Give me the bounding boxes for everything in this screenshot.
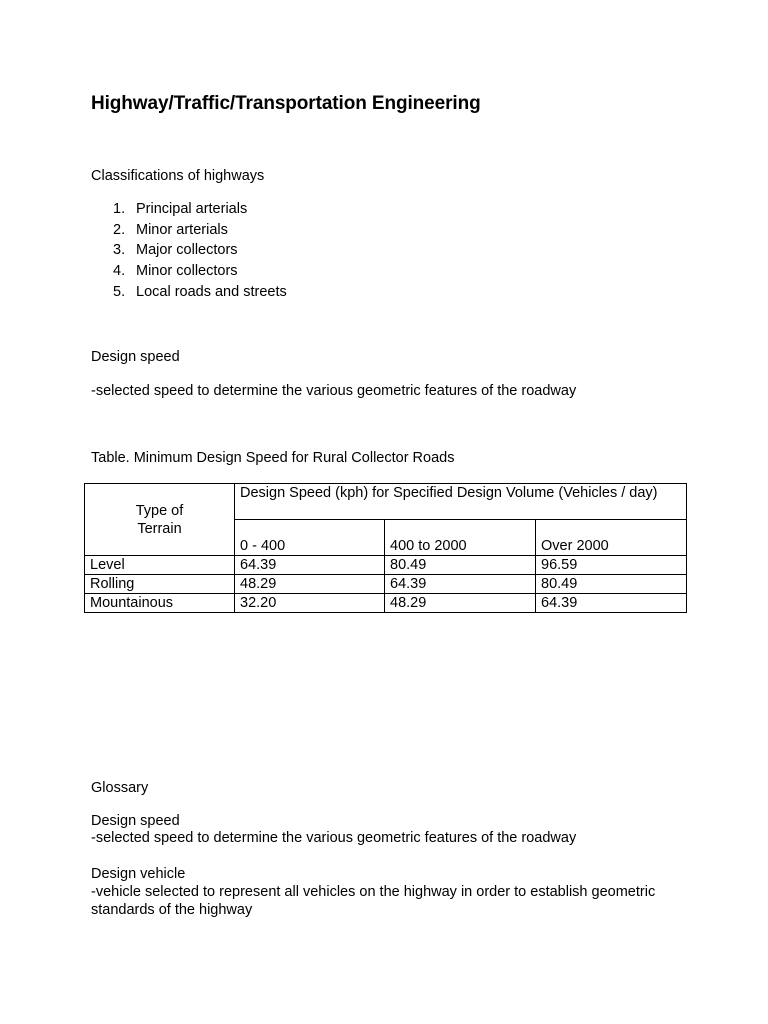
design-speed-definition: -selected speed to determine the various geometric features of the roadway	[91, 383, 577, 399]
speed-cell: 48.29	[235, 575, 385, 594]
speed-cell: 96.59	[536, 556, 687, 575]
design-speed-group-header: Design Speed (kph) for Specified Design Volume (Vehicles / day)	[235, 484, 687, 520]
list-item: 4. Minor collectors	[113, 263, 238, 280]
list-item: 1. Principal arterials	[113, 201, 248, 217]
design-speed-heading: Design speed	[91, 349, 180, 365]
table-row	[85, 594, 687, 613]
volume-column-header: 0 - 400	[235, 520, 385, 556]
volume-column-header: 400 to 2000	[385, 520, 536, 556]
speed-cell: 48.29	[385, 594, 536, 613]
classifications-list	[91, 199, 287, 303]
page-title: Highway/Traffic/Transportation Engineering	[91, 93, 481, 114]
terrain-column-header: Type of Terrain	[85, 484, 235, 556]
speed-cell: 80.49	[536, 575, 687, 594]
classifications-heading: Classifications of highways	[91, 168, 265, 184]
list-item: 5. Local roads and streets	[113, 283, 287, 300]
speed-cell: 64.39	[385, 575, 536, 594]
table-caption: Table. Minimum Design Speed for Rural Collector Roads	[91, 450, 455, 466]
terrain-cell: Rolling	[85, 575, 235, 594]
speed-cell: 32.20	[235, 594, 385, 613]
glossary-term: Design speed	[91, 813, 180, 829]
glossary-definition: -selected speed to determine the various geometric features of the roadway	[91, 830, 577, 846]
table-row	[85, 556, 687, 575]
speed-cell: 80.49	[385, 556, 536, 575]
table-row	[85, 575, 687, 594]
speed-cell: 64.39	[235, 556, 385, 575]
speed-cell: 64.39	[536, 594, 687, 613]
volume-column-header: Over 2000	[536, 520, 687, 556]
list-item: 2. Minor arterials	[113, 221, 228, 238]
glossary-definition: -vehicle selected to represent all vehicles on the highway in order to establish geometric	[91, 884, 656, 900]
glossary-term: Design vehicle	[91, 866, 186, 882]
terrain-cell: Level	[85, 556, 235, 575]
glossary-definition-continued: standards of the highway	[91, 902, 253, 918]
glossary-heading: Glossary	[91, 780, 149, 796]
terrain-cell: Mountainous	[85, 594, 235, 613]
design-speed-table	[84, 483, 687, 613]
list-item: 3. Major collectors	[113, 242, 238, 259]
